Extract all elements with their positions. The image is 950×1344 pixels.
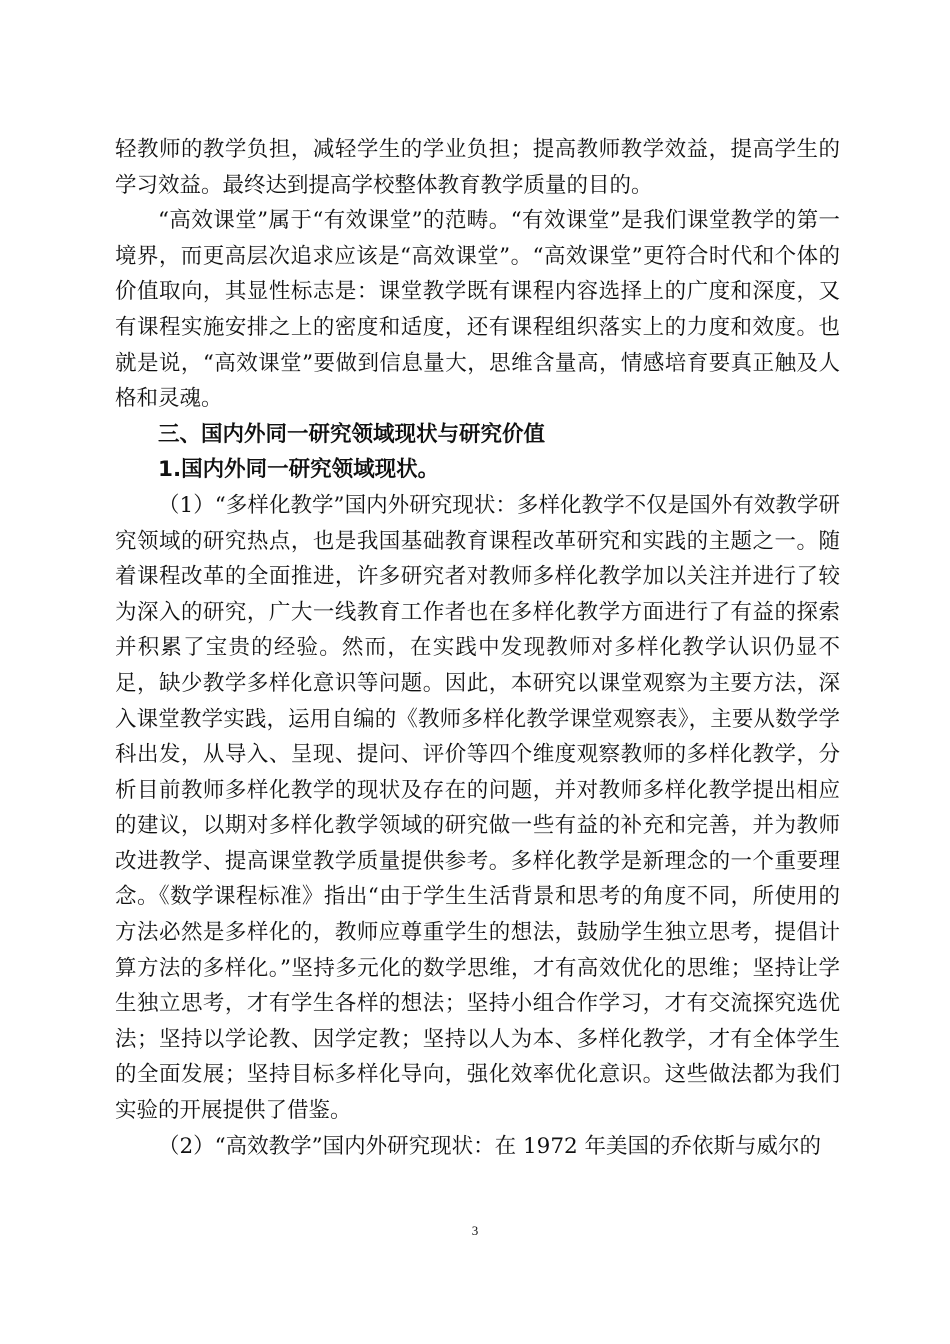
subsection-heading: 1.国内外同一研究领域现状。 [158, 457, 440, 483]
paragraph-efficient-classroom: “高效课堂”属于“有效课堂”的范畴。“有效课堂”是我们课堂教学的第一境界，而更高层次追求应该是“高效课堂”。“高效课堂”更符合时代和个体的价值取向，其显性标志是：课堂教学既有课程内容选择上的广度和深度，又有课程实施安排之上的密度和适度，还有课程组织落实上的力度和效度。也就是说，“高效课堂”要做到信息量大，思维含量高，情感培育要真正触及人格和灵魂。 [115, 208, 840, 412]
section-heading: 三、国内外同一研究领域现状与研究价值 [158, 421, 546, 447]
paragraph-efficient-teaching: （2）“高效教学”国内外研究现状：在 1972 年美国的乔依斯与威尔的 [158, 1133, 822, 1159]
document-body [115, 132, 840, 1164]
paragraph-diversified-teaching: （1）“多样化教学”国内外研究现状：多样化教学不仅是国外有效教学研究领域的研究热点，也是我国基础教育课程改革研究和实践的主题之一。随着课程改革的全面推进，许多研究者对教师多样化教学加以关注并进行了较为深入的研究，广大一线教育工作者也在多样化教学方面进行了有益的探索并积累了宝贵的经验。然而，在实践中发现教师对多样化教学认识仍显不足，缺少教学多样化意识等问题。因此，本研究以课堂观察为主要方法，深入课堂教学实践，运用自编的《教师多样化教学课堂观察表》，主要从数学学科出发，从导入、呈现、提问、评价等四个维度观察教师的多样化教学，分析目前教师多样化教学的现状及存在的问题，并对教师多样化教学提出相应的建议，以期对多样化教学领域的研究做一些有益的补充和完善，并为教师改进教学、提高课堂教学质量提供参考。多样化教学是新理念的一个重要理念。《数学课程标准》指出“由于学生生活背景和思考的角度不同，所使用的方法必然是多样化的，教师应尊重学生的想法，鼓励学生独立思考，提倡计算方法的多样化。”坚持多元化的数学思维，才有高效优化的思维；坚持让学生独立思考，才有学生各样的想法；坚持小组合作学习，才有交流探究选优法；坚持以学论教、因学定教；坚持以人为本、多样化教学，才有全体学生的全面发展；坚持目标多样化导向，强化效率优化意识。这些做法都为我们实验的开展提供了借鉴。 [115, 492, 840, 1124]
page-number: 3 [471, 1223, 479, 1238]
paragraph-continuation: 轻教师的教学负担，减轻学生的学业负担；提高教师教学效益，提高学生的学习效益。最终达到提高学校整体教育教学质量的目的。 [115, 137, 840, 198]
